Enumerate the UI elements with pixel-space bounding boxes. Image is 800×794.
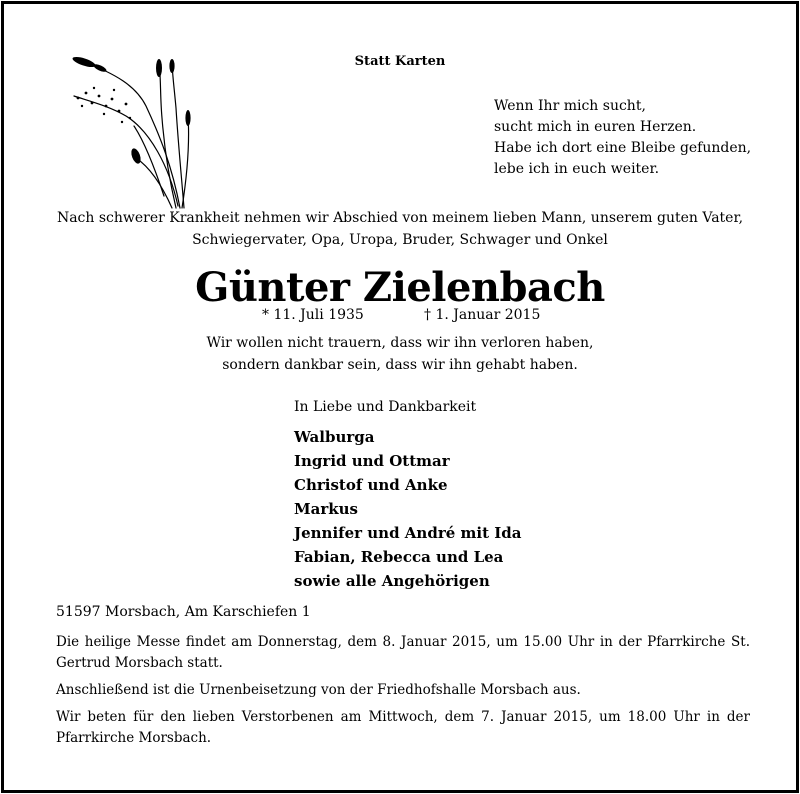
intro-line: Schwiegervater, Opa, Uropa, Bruder, Schwager und Onkel <box>192 232 608 248</box>
quote-line: sondern dankbar sein, dass wir ihn gehabt haben. <box>222 357 578 373</box>
poem-line: lebe ich in euch weiter. <box>494 161 660 177</box>
poem <box>494 96 751 180</box>
family-member: Christof und Anke <box>294 476 448 494</box>
poem-line: sucht mich in euren Herzen. <box>494 119 697 135</box>
quote-line: Wir wollen nicht trauern, dass wir ihn verloren haben, <box>206 335 594 351</box>
birth-date: * 11. Juli 1935 <box>262 307 364 323</box>
poem-line: Habe ich dort eine Bleibe gefunden, <box>494 140 752 156</box>
burial-info: Anschließend ist die Urnenbeisetzung von der Friedhofshalle Morsbach aus. <box>56 682 581 698</box>
family-member: Ingrid und Ottmar <box>294 452 450 470</box>
family-intro: In Liebe und Dankbarkeit <box>294 399 477 415</box>
family-member: Jennifer und André mit Ida <box>294 524 522 542</box>
wheat-icon <box>64 46 199 211</box>
address: 51597 Morsbach, Am Karschiefen 1 <box>56 604 311 620</box>
family-list <box>294 425 521 593</box>
obituary-card <box>1 1 799 793</box>
poem-line: Wenn Ihr mich sucht, <box>494 98 646 114</box>
announcement-intro <box>4 207 796 251</box>
family-member: Fabian, Rebecca und Lea <box>294 548 504 566</box>
family-member: sowie alle Angehörigen <box>294 572 490 590</box>
mass-info: Die heilige Messe findet am Donnerstag, dem 8. Januar 2015, um 15.00 Uhr in der Pfarrkirche St. Gertrud Morsbach statt. <box>56 634 750 671</box>
prayer-info: Wir beten für den lieben Verstorbenen am Mittwoch, dem 7. Januar 2015, um 18.00 Uhr in der Pfarrkirche Morsbach. <box>56 709 750 746</box>
header-text: Statt Karten <box>354 54 446 69</box>
death-date: † 1. Januar 2015 <box>424 307 541 323</box>
quote <box>4 332 796 376</box>
deceased-name: Günter Zielenbach <box>195 264 605 311</box>
intro-line: Nach schwerer Krankheit nehmen wir Abschied von meinem lieben Mann, unserem guten Vater, <box>56 210 744 226</box>
family-member: Markus <box>294 500 358 518</box>
family-member: Walburga <box>294 428 375 446</box>
